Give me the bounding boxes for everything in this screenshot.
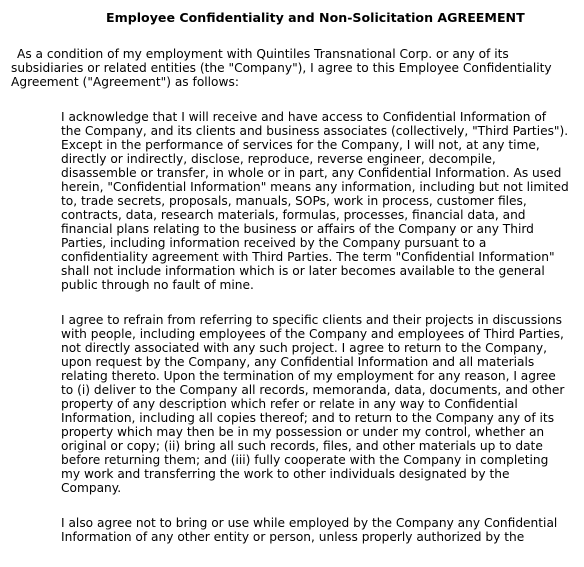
paragraph-line: relating thereto. Upon the termination of my employment for any reason, I agree — [61, 369, 556, 383]
paragraph-line: directly or indirectly, disclose, reproduce, reverse engineer, decompile, — [61, 152, 496, 166]
paragraph-line: financial plans relating to the business or affairs of the Company or any Third — [61, 222, 534, 236]
paragraph-line: Except in the performance of services for the Company, I will not, at any time, — [61, 138, 540, 152]
intro-line: Agreement ("Agreement") as follows: — [11, 75, 239, 89]
paragraph-line: Company. — [61, 481, 122, 495]
paragraph-line: to, trade secrets, proposals, manuals, SOPs, work in process, customer files, — [61, 194, 527, 208]
paragraph-line: Information, including all copies thereof; and to return to the Company any of its — [61, 411, 555, 425]
paragraph-line: shall not include information which is or later becomes available to the general — [61, 264, 545, 278]
paragraph-line: property which may then be in my possession or under my control, whether an — [61, 425, 545, 439]
paragraph-line: original or copy; (ii) bring all such records, files, and other materials up to date — [61, 439, 543, 453]
paragraph-line: to (i) deliver to the Company all records, memoranda, data, documents, and other — [61, 383, 565, 397]
intro-line: As a condition of my employment with Quintiles Transnational Corp. or any of its — [17, 47, 509, 61]
paragraph-line: public through no fault of mine. — [61, 278, 254, 292]
paragraph-line: with people, including employees of the Company and employees of Third Parties, — [61, 327, 564, 341]
paragraph-line: upon request by the Company, any Confidential Information and all materials — [61, 355, 535, 369]
paragraph-line: not directly associated with any such project. I agree to return to the Company, — [61, 341, 548, 355]
paragraph-line: property of any description which refer or relate in any way to Confidential — [61, 397, 518, 411]
intro-line: subsidiaries or related entities (the "Company"), I agree to this Employee Confidentiality — [11, 61, 552, 75]
paragraph-line: confidentiality agreement with Third Parties. The term "Confidential Information" — [61, 250, 555, 264]
paragraph-line: I acknowledge that I will receive and have access to Confidential Information of — [61, 110, 547, 124]
paragraph-line: disassemble or transfer, in whole or in part, any Confidential Information. As used — [61, 166, 562, 180]
paragraph-line: Information of any other entity or person, unless properly authorized by the — [61, 530, 525, 544]
paragraph-line: Parties, including information received by the Company pursuant to a — [61, 236, 487, 250]
paragraph-line: I agree to refrain from referring to specific clients and their projects in discussions — [61, 313, 563, 327]
paragraph-line: herein, "Confidential Information" means any information, including but not limited — [61, 180, 569, 194]
document-title: Employee Confidentiality and Non-Solicitation AGREEMENT — [106, 10, 525, 25]
paragraph-line: I also agree not to bring or use while employed by the Company any Confidential — [61, 516, 558, 530]
paragraph-line: my work and transferring the work to other individuals designated by the — [61, 467, 510, 481]
paragraph-line: before returning them; and (iii) fully cooperate with the Company in completing — [61, 453, 549, 467]
paragraph-line: the Company, and its clients and business associates (collectively, "Third Parties"). — [61, 124, 569, 138]
paragraph-line: contracts, data, research materials, formulas, processes, financial data, and — [61, 208, 526, 222]
